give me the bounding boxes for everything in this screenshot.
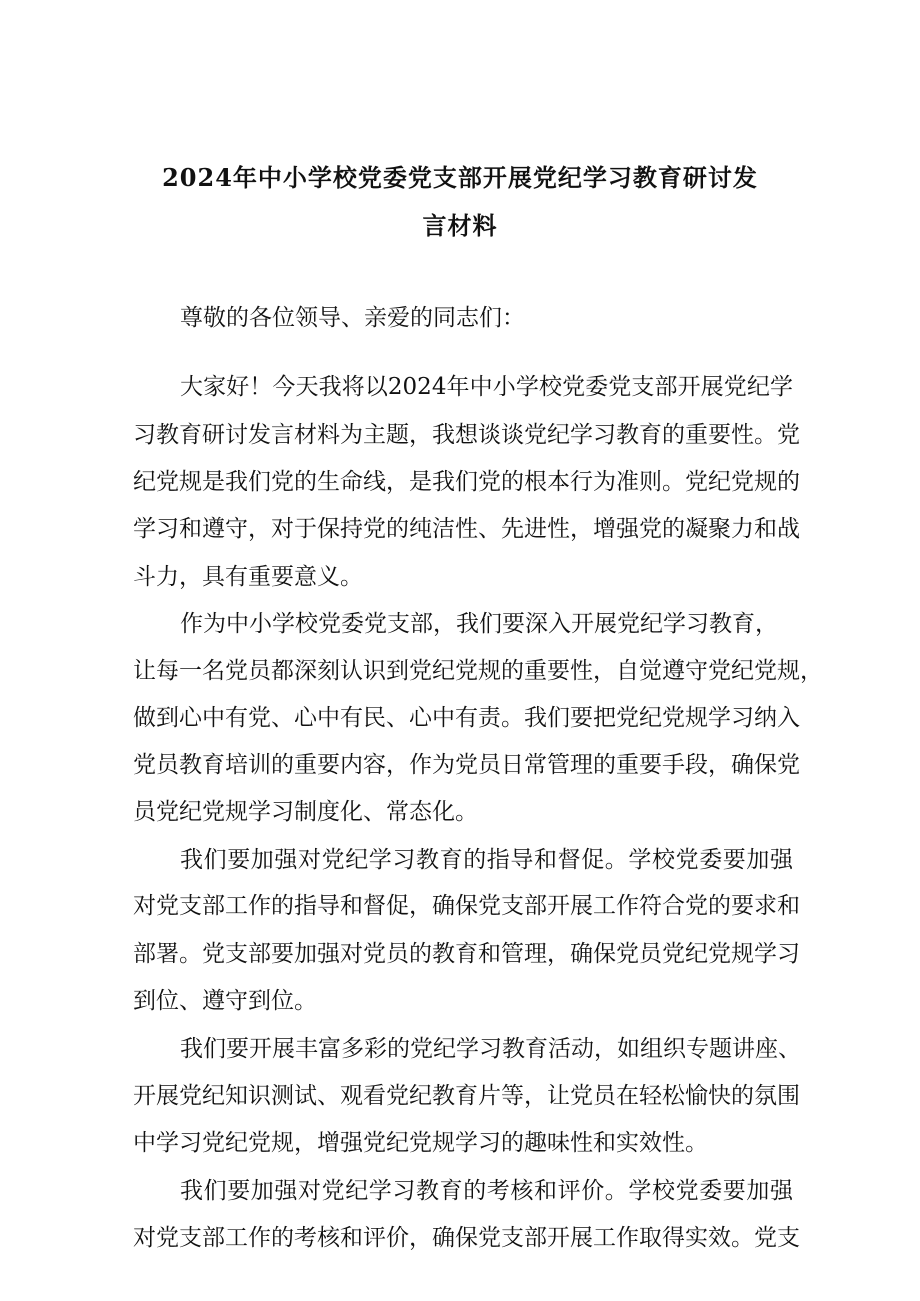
paragraph-line: 斗力，具有重要意义。 — [133, 564, 363, 590]
paragraph-line: 我们要加强对党纪学习教育的考核和评价。学校党委要加强 — [180, 1178, 793, 1204]
paragraph-line: 大家好！今天我将以2024年中小学校党委党支部开展党纪学 — [180, 374, 793, 400]
salutation: 尊敬的各位领导、亲爱的同志们： — [180, 305, 525, 331]
document-title-line-2: 言材料 — [422, 211, 498, 240]
paragraph-line: 党员教育培训的重要内容，作为党员日常管理的重要手段，确保党 — [133, 752, 800, 778]
paragraph-line: 到位、遵守到位。 — [133, 988, 317, 1014]
paragraph-line: 中学习党纪党规，增强党纪党规学习的趣味性和实效性。 — [133, 1130, 708, 1156]
paragraph-line: 让每一名党员都深刻认识到党纪党规的重要性，自觉遵守党纪党规， — [133, 658, 823, 684]
paragraph-line: 我们要加强对党纪学习教育的指导和督促。学校党委要加强 — [180, 847, 793, 873]
paragraph-line: 对党支部工作的考核和评价，确保党支部开展工作取得实效。党支 — [133, 1225, 800, 1251]
paragraph-line: 我们要开展丰富多彩的党纪学习教育活动，如组织专题讲座、 — [180, 1036, 801, 1062]
paragraph-line: 习教育研讨发言材料为主题，我想谈谈党纪学习教育的重要性。党 — [133, 422, 800, 448]
paragraph-line: 纪党规是我们党的生命线，是我们党的根本行为准则。党纪党规的 — [133, 469, 800, 495]
paragraph-line: 员党纪党规学习制度化、常态化。 — [133, 799, 478, 825]
paragraph-line: 做到心中有党、心中有民、心中有责。我们要把党纪党规学习纳入 — [133, 705, 800, 731]
paragraph-line: 学习和遵守，对于保持党的纯洁性、先进性，增强党的凝聚力和战 — [133, 516, 800, 542]
paragraph-line: 对党支部工作的指导和督促，确保党支部开展工作符合党的要求和 — [133, 893, 800, 919]
document-title-line-1: 2024年中小学校党委党支部开展党纪学习教育研讨发 — [162, 163, 758, 192]
paragraph-line: 作为中小学校党委党支部，我们要深入开展党纪学习教育， — [180, 611, 778, 637]
paragraph-line: 开展党纪知识测试、观看党纪教育片等，让党员在轻松愉快的氛围 — [133, 1083, 800, 1109]
paragraph-line: 部署。党支部要加强对党员的教育和管理，确保党员党纪党规学习 — [133, 941, 800, 967]
